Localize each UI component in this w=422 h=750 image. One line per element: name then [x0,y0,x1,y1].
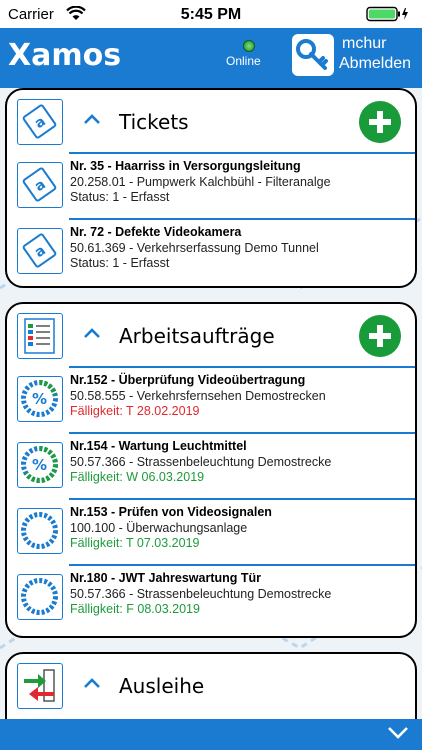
work-orders-title: Arbeitsaufträge [119,324,275,348]
status-bar [0,0,422,28]
bottom-bar [0,719,422,750]
work-order-due-date: Fälligkeit: T 28.02.2019 [70,404,200,418]
add-ticket-button[interactable] [359,101,401,143]
work-orders-section [5,302,417,638]
loan-header[interactable] [7,654,415,718]
work-order-text [70,373,326,420]
work-order-text [70,571,331,618]
work-order-row[interactable] [7,368,415,434]
work-order-title: Nr.180 - JWT Jahreswartung Tür [70,571,262,585]
ticket-text [70,225,319,272]
logout-button[interactable]: Abmelden [339,55,412,72]
tickets-title: Tickets [119,110,189,134]
ticket-icon [17,228,63,274]
ticket-row[interactable] [7,154,415,220]
svg-text:a: a [31,242,49,261]
work-order-text [70,505,272,552]
svg-text:%: % [31,390,48,408]
ticket-title: Nr. 35 - Haarriss in Versorgungsleitung [70,159,301,173]
work-order-location: 100.100 - Überwachungsanlage [70,520,248,535]
user-key-icon[interactable] [292,34,334,76]
work-order-row[interactable] [7,500,415,566]
online-status: Online [226,54,261,68]
work-order-title: Nr.153 - Prüfen von Videosignalen [70,505,272,519]
ticket-location: 50.61.369 - Verkehrserfassung Demo Tunnel [70,240,319,255]
tickets-section [5,88,417,288]
loan-title: Ausleihe [119,674,205,698]
checklist-icon [17,313,63,359]
progress-ring-icon [17,508,63,554]
svg-text:%: % [31,456,48,474]
work-order-row[interactable] [7,566,415,632]
work-order-title: Nr.154 - Wartung Leuchtmittel [70,439,247,453]
ticket-icon [17,162,63,208]
collapse-chevron-icon[interactable] [83,676,101,694]
ticket-title: Nr. 72 - Defekte Videokamera [70,225,242,239]
exchange-arrows-icon [17,663,63,709]
ticket-location: 20.258.01 - Pumpwerk Kalchbühl - Filteranalge [70,174,331,189]
online-indicator-icon [243,40,255,52]
collapse-chevron-icon[interactable] [83,326,101,344]
add-work-order-button[interactable] [359,315,401,357]
work-order-location: 50.58.555 - Verkehrsfernsehen Demostrecken [70,388,326,403]
work-order-due-date: Fälligkeit: F 08.03.2019 [70,602,200,616]
work-order-title: Nr.152 - Überprüfung Videoübertragung [70,373,306,387]
chevron-down-icon[interactable] [386,725,410,746]
work-order-location: 50.57.366 - Strassenbeleuchtung Demostrecke [70,586,332,601]
carrier-label: Carrier [8,6,54,23]
svg-text:a: a [31,113,49,132]
svg-text:a: a [31,176,49,195]
ticket-row[interactable] [7,220,415,286]
collapse-chevron-icon[interactable] [83,112,101,130]
work-order-due-date: Fälligkeit: T 07.03.2019 [70,536,200,550]
battery-icon [366,6,410,26]
percent-progress-icon [17,442,63,488]
app-header [0,28,422,88]
work-order-due-date: Fälligkeit: W 06.03.2019 [70,470,205,484]
progress-ring-icon [17,574,63,620]
ticket-status: Status: 1 - Erfasst [70,190,170,204]
ticket-icon [17,99,63,145]
user-name: mchur [342,35,387,52]
percent-progress-icon [17,376,63,422]
work-order-text [70,439,331,486]
clock: 5:45 PM [180,6,242,23]
tickets-header[interactable] [7,90,415,154]
work-order-row[interactable] [7,434,415,500]
app-logo: Xamos [8,38,122,73]
work-order-location: 50.57.366 - Strassenbeleuchtung Demostrecke [70,454,332,469]
work-orders-header[interactable] [7,304,415,368]
ticket-text [70,159,331,206]
ticket-status: Status: 1 - Erfasst [70,256,170,270]
